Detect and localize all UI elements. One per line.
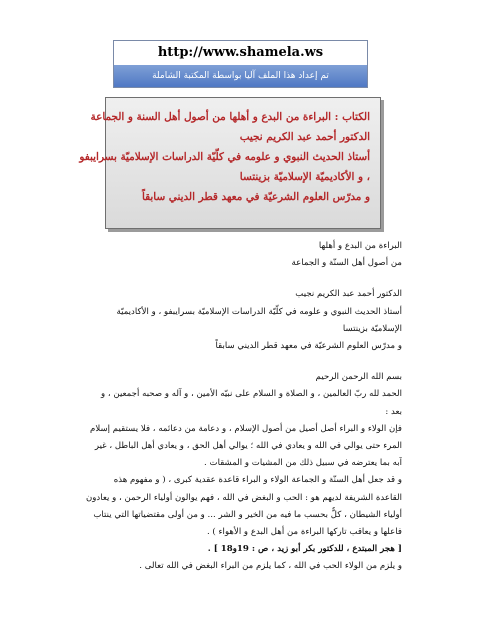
paragraph-line: فاعلها و يعاقب تاركها البراءة من أهل البدع و الأهواء ) . (206, 527, 402, 538)
paragraph-line: و قد جعل أهل السنّة و الجماعة الولاء و البراء قاعدة عقدية كبرى ، ( و مفهوم هذه (113, 475, 402, 486)
body-author-line: و مدرّس العلوم الشرعيّة في معهد قطر الديني سابقاً (215, 341, 402, 352)
document-body (48, 238, 402, 576)
paragraph-line: القاعدة الشريفة لديهم هو : الحب و البغض في الله ، فهم يوالون أولياء الرحمن ، و يعادون (85, 492, 402, 503)
paragraph-line: آبه بما يعترضه في سبيل ذلك من المشيات و المشقات . (204, 458, 402, 469)
author-position-line: ، و الأكاديميّة الإسلاميّة بزينتسا (239, 171, 370, 183)
body-title-line: من أصول أهل السنّة و الجماعة (291, 258, 402, 269)
citation-line: [ هجر المبتدع ، للدكتور بكر أبو زيد ، ص : 19و18 ] . (207, 544, 402, 555)
paragraph-line: بعد : (385, 406, 402, 417)
book-info-box (79, 97, 381, 229)
book-author-line: الدكتور أحمد عبد الكريم نجيب (239, 131, 370, 143)
body-author-line: الدكتور أحمد عبد الكريم نجيب (295, 289, 402, 300)
site-url-link[interactable]: http://www.shamela.ws (114, 41, 367, 65)
paragraph-line: و يلزم من الولاء الحب في الله ، كما يلزم من البراء البغض في الله تعالى . (139, 561, 402, 572)
body-author-line: الإسلاميّة بزينتسا (342, 323, 402, 334)
spacer (48, 355, 402, 369)
author-position-line: أستاذ الحديث النبوي و علومه في كلّيّة الدراسات الإسلاميّة بسرايبفو (79, 151, 370, 163)
banner-credit-text: تم إعداد هذا الملف آليا بواسطة المكتبة الشاملة (114, 65, 367, 87)
paragraph-line: فإن الولاء و البراء أصل أصيل من أصول الإسلام ، و دعامة من دعائمه ، فلا يستقيم إسلام (90, 423, 402, 434)
author-position-line: و مدرّس العلوم الشرعيّة في معهد قطر الديني سابقاً (141, 191, 370, 203)
paragraph-line: الحمد لله ربّ العالمين ، و الصلاة و السلام على نبيّه الأمين ، و آله و صحبه أجمعين ، و (101, 389, 402, 400)
paragraph-line: أولياء الشيطان ، كلٌّ بحسب ما فيه من الخير و الشر ... و من أولى مقتضياتها التي ينتاب (93, 509, 402, 520)
body-title-line: البراءة من البدع و أهلها (318, 241, 402, 251)
basmala-line: بسم الله الرحمن الرحيم (315, 372, 402, 383)
site-banner (113, 40, 368, 88)
paragraph-line: المرء حتى يوالي في الله و يعادي في الله ؛ يوالي أهل الحق ، و يعادي أهل الباطل ، غير (94, 441, 402, 452)
book-title-line: الكتاب : البراءة من البدع و أهلها من أصول أهل السنة و الجماعة (90, 111, 370, 123)
spacer (48, 272, 402, 286)
body-author-line: أستاذ الحديث النبوي و علومه في كلّيّة الدراسات الإسلاميّة بسرايبفو ، و الأكاديميّة (116, 306, 402, 317)
